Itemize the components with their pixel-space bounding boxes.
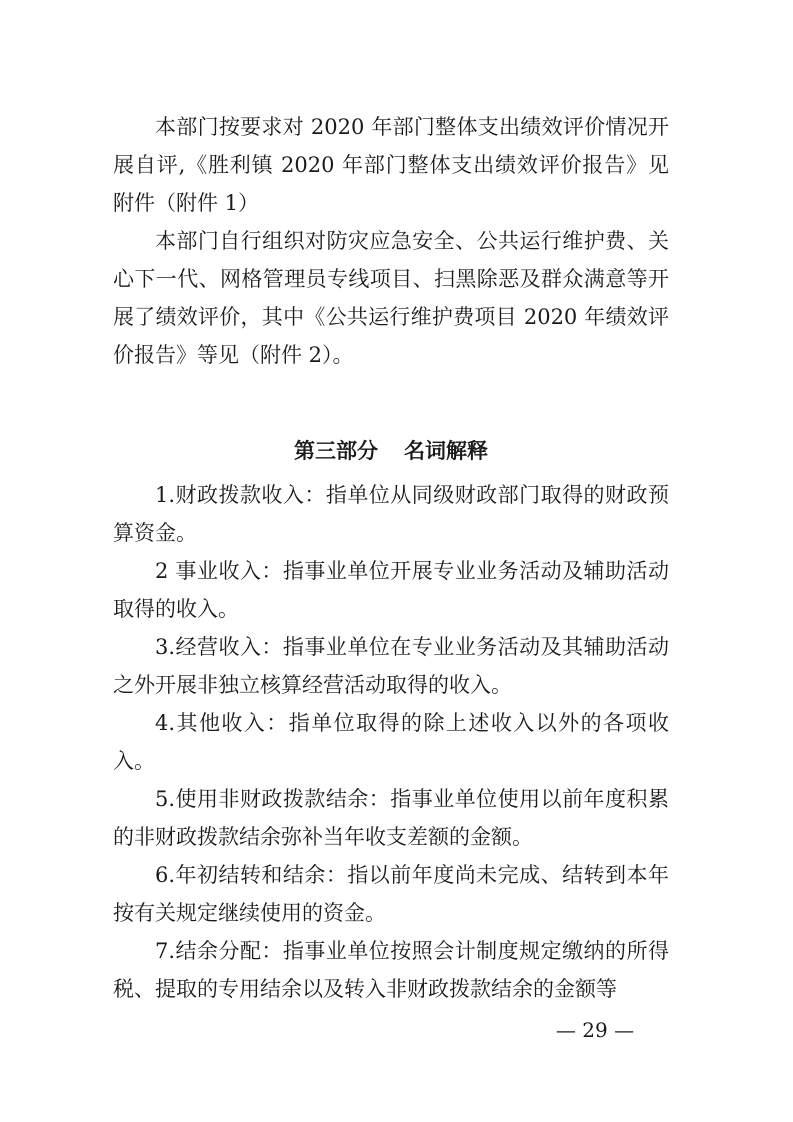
definition-item: 1.财政拨款收入：指单位从同级财政部门取得的财政预算资金。	[113, 483, 669, 545]
definitions-section	[113, 476, 669, 1008]
page-number: — 29 —	[555, 1018, 635, 1042]
section-part-label: 第三部分	[294, 438, 378, 463]
definition-item: 2 事业收入：指事业单位开展专业业务活动及辅助活动取得的收入。	[113, 559, 669, 621]
definition-item: 3.经营收入：指事业单位在专业业务活动及其辅助活动之外开展非独立核算经营活动取得的收入。	[113, 635, 669, 697]
definition-item: 6.年初结转和结余：指以前年度尚未完成、结转到本年按有关规定继续使用的资金。	[113, 863, 669, 925]
definition-item: 4.其他收入：指单位取得的除上述收入以外的各项收入。	[113, 711, 669, 773]
definition-item: 5.使用非财政拨款结余：指事业单位使用以前年度积累的非财政拨款结余弥补当年收支差额的金额。	[113, 787, 669, 849]
definition-item: 7.结余分配：指事业单位按照会计制度规定缴纳的所得税、提取的专用结余以及转入非财政拨款结余的金额等	[113, 939, 669, 1001]
section-title: 名词解释	[404, 438, 488, 463]
intro-section	[113, 108, 669, 374]
section-heading	[113, 436, 669, 466]
self-evaluation-paragraph: 本部门按要求对 2020 年部门整体支出绩效评价情况开展自评,《胜利镇 2020 年部门整体支出绩效评价报告》见附件（附件 1）	[113, 115, 669, 215]
project-evaluation-paragraph: 本部门自行组织对防灾应急安全、公共运行维护费、关心下一代、网格管理员专线项目、扫黑除恶及群众满意等开展了绩效评价，其中《公共运行维护费项目 2020 年绩效评价报告》等见（附件 2）。	[113, 229, 669, 367]
